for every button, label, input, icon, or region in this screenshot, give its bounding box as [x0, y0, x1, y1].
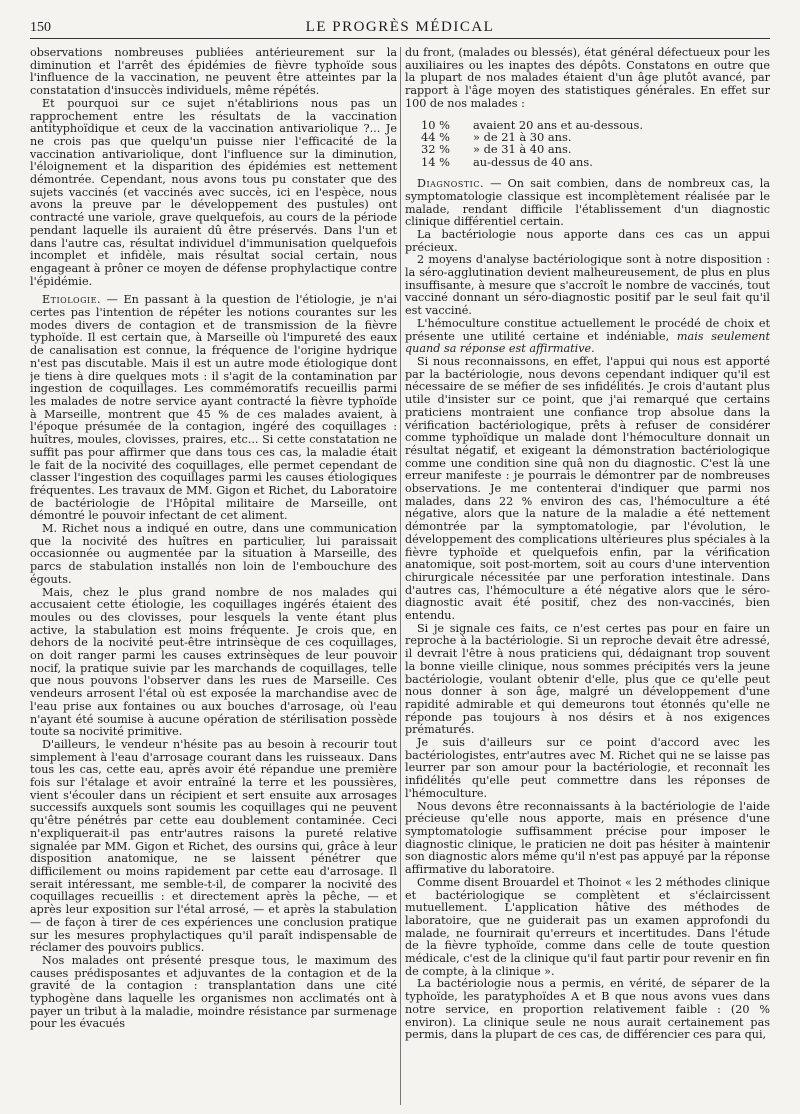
stat-text: » de 21 à 30 ans. [473, 129, 572, 144]
stat-text: » de 31 à 40 ans. [473, 142, 572, 157]
paragraph: Et pourquoi sur ce sujet n'établirions nous pas un rapprochement entre les résultats de la vaccination antityphoïdique et ceux de la vaccination antivariolique ?... Je ne crois pas que quelqu'un puisse nier l'efficacité de la vaccination antivariolique, dont l'influence sur la diminution, l'éloignement et la disparition des épidémies est nettement démontrée. Cependant, nous avons tous pu constater que des sujets vaccinés (et vaccinés avec succès, ici en l'espèce, nous avons la preuve par le développement des pustules) ont contracté une variole, grave quelquefois, au cours de la période pendant laquelle ils auraient dû être préservés. Dans l'un et dans l'autre cas, résultat individuel d'immunisation quelquefois incomplet et infidèle, mais résultat social certain, nous engageant à prôner ce moyen de défense prophylactique contre l'épidémie. [30, 96, 397, 288]
section-heading-diagnostic: Diagnostic. [417, 177, 485, 191]
stat-percent: 44 % [421, 129, 450, 144]
paragraph-etiology [30, 294, 397, 523]
paragraph-text: — On sait combien, dans de nombreux cas, la symptomatologie classique est incomplètement réalisée par le malade, rendant difficile l'établissement d'un diagnostic clinique différentiel certain. [405, 177, 770, 229]
paragraph: observations nombreuses publiées antérieurement sur la diminution et l'arrêt des épidémies de fièvre typhoïde sous l'influence de la vaccination, ne peuvent être atteintes par la constatation d'insuccès individuels, même répétés. [30, 47, 397, 98]
stat-row [421, 143, 770, 155]
left-column [30, 47, 397, 1107]
age-statistics [421, 119, 770, 169]
stat-text: avaient 20 ans et au-dessous. [473, 117, 643, 132]
paragraph: D'ailleurs, le vendeur n'hésite pas au besoin à recourir tout simplement à l'eau d'arrosage courant dans les ruisseaux. Dans tous les cas, cette eau, après avoir été répandue une première fois sur l'étalage et avoir entraîné la terre et les poussières, vient s'écouler dans un récipient et sert ensuite aux arrosages successifs auxquels sont soumis les coquillages qui ne peuvent qu'être pénétrés par cette eau doublement contaminée. Ceci n'expliquerait-il pas entr'autres raisons la pureté relative signalée par MM. Gigon et Richet, des oursins qui, grâce à leur disposition anatomique, ne se laissent pénétrer que difficilement ou moins rapidement par cette eau d'arrosage. Il serait intéressant, me semble-t-il, de comparer la nocivité des coquillages recueillis : et directement après la pêche, — et après leur exposition sur l'étal arrosé, — et après la stabulation — de façon à tirer de ces expériences une conclusion pratique sur les mesures prophylactiques qu'il paraît indispensable de réclamer des pouvoirs publics. [30, 737, 397, 955]
column-divider [400, 47, 401, 1105]
stat-row [421, 156, 770, 168]
page-header [30, 18, 770, 39]
paragraph: La bactériologie nous a permis, en vérité, de séparer de la typhoïde, les paratyphoïdes A et B que nous avons vues dans notre service, en proportion relativement faible : (20 % environ). La clinique seule ne nous aurait certainement pas permis, dans la plupart de ces cas, de différencier ces para qui, [405, 977, 770, 1042]
page-number: 150 [30, 20, 51, 35]
stat-percent: 10 % [421, 117, 450, 132]
paragraph-text: L'hémoculture constitue actuellement le procédé de choix et présente une utilité certaine et indéniable, [405, 316, 770, 343]
paragraph: du front, (malades ou blessés), état général défectueux pour les auxiliaires ou les inaptes des dépôts. Constatons en outre que la plupart de nos malades étaient d'un âge plutôt avancé, par rapport à l'âge moyen des statistiques générales. En effet sur 100 de nos malades : [405, 47, 770, 110]
section-heading-etiology: Etiologie. [42, 293, 102, 307]
paragraph: 2 moyens d'analyse bactériologique sont à notre disposition : la séro-agglutination devient malheureusement, de plus en plus insuffisante, à mesure que s'accroît le nombre de vaccinés, tout vacciné donnant un séro-diagnostic positif par le seul fait qu'il est vacciné. [405, 253, 770, 318]
paragraph: Mais, chez le plus grand nombre de nos malades qui accusaient cette étiologie, les coquillages ingérés étaient des moules ou des clovisses, pour lesquels la vente étant plus active, la stabulation est moins fréquente. Je crois que, en dehors de la nocivité peut-être intrinsèque de ces coquillages, on doit ranger parmi les causes extrinsèques de leur pouvoir nocif, la pratique suivie par les marchands de coquillages, telle que nous pouvons l'observer dans les rues de Marseille. Ces vendeurs arrosent l'étal où est exposée la marchandise avec de l'eau prise aux fontaines ou aux bouches d'arrosage, où l'eau n'ayant été soumise à aucune opération de stérilisation possède toute sa nocivité primitive. [30, 585, 397, 739]
paragraph: Nous devons être reconnaissants à la bactériologie de l'aide précieuse qu'elle nous apporte, mais en présence d'une symptomatologie suffisamment précise pour imposer le diagnostic clinique, le praticien ne doit pas hésiter à maintenir son diagnostic alors même qu'il n'est pas appuyé par la réponse affirmative du laboratoire. [405, 799, 770, 877]
paragraph-text: — En passant à la question de l'étiologie, je n'ai certes pas l'intention de répéter les notions courantes sur les modes divers de contagion et de transmission de la fièvre typhoïde. Il est certain que, à Marseille où l'impureté des eaux de canalisation est connue, la fréquence de l'origine hydrique n'est pas discutable. Mais il est un autre mode étiologique dont je tiens à dire quelques mots : il s'agit de la contamination par ingestion de coquillages. Les commémoratifs recueillis parmi les malades de notre service ayant contracté la fièvre typhoïde à Marseille, montrent que 45 % de ces malades avaient, à l'époque présumée de la contagion, ingéré des coquillages : huîtres, moules, clovisses, praires, etc... Si cette constatation ne suffit pas pour affirmer que dans tous ces cas, la maladie était le fait de la nocivité des coquillages, elle permet cependant de classer l'ingestion des coquillages parmi les causes étiologiques fréquentes. Les travaux de MM. Gigon et Richet, du Laboratoire de bactériologie de l'Hôpital militaire de Marseille, ont démontré le pouvoir infectant de cet aliment. [30, 293, 397, 523]
right-column [405, 47, 770, 1107]
paragraph: Si nous reconnaissons, en effet, l'appui qui nous est apporté par la bactériologie, nous devons cependant indiquer qu'il est nécessaire de se méfier de ses infidélités. Je crois d'autant plus utile d'insister sur ce point, que j'ai remarqué que certains praticiens montraient une confiance trop absolue dans la vérification bactériologique, prêts à refuser de considérer comme typhoïdique un malade dont l'hémoculture donnait un résultat négatif, et exigeant la démonstration bactériologique comme une condition sine quâ non du diagnostic. C'est là une erreur manifeste : je pourrais le démontrer par de nombreuses observations. Je me contenterai d'indiquer que parmi nos malades, dans 22 % environ des cas, l'hémoculture a été négative, alors que la nature de la maladie a été nettement démontrée par la symptomatologie, par l'évolution, le développement des complications ultérieures plus spéciales à la fièvre typhoïde et quelquefois enfin, par la vérification anatomique, soit post-mortem, soit au cours d'une intervention chirurgicale nécessitée par une perforation intestinale. Dans d'autres cas, l'hémoculture a été négative alors que le séro-diagnostic avait été positif, chez des non-vaccinés, bien entendu. [405, 354, 770, 623]
stat-percent: 14 % [421, 154, 450, 169]
paragraph-diagnostic [405, 178, 770, 229]
paragraph: Si je signale ces faits, ce n'est certes pas pour en faire un reproche à la bactériologie. Si un reproche devait être adressé, il devrait l'être à nous praticiens qui, dédaignant trop souvent la bonne vieille clinique, nous sommes précipités vers la jeune bactériologie, voulant obtenir d'elle, plus que ce qu'elle peut nous donner à son âge, malgré un développement d'une rapidité admirable et qui demeurons tout étonnés qu'elle ne réponde pas toujours à nos désirs et à nos exigences prématurés. [405, 621, 770, 737]
emphasized-text: mais seulement quand sa réponse est affirmative. [405, 329, 770, 356]
paragraph: La bactériologie nous apporte dans ces cas un appui précieux. [405, 227, 770, 254]
paragraph: Nos malades ont présenté presque tous, le maximum des causes prédisposantes et adjuvantes de la contagion et de la gravité de la contagion : transplantation dans une cité typhogène dans laquelle les organismes non acclimatés ont à payer un tribut à la maladie, moindre résistance par surmenage pour les évacués [30, 953, 397, 1031]
journal-title: LE PROGRÈS MÉDICAL [305, 19, 495, 35]
paragraph: Je suis d'ailleurs sur ce point d'accord avec les bactériologistes, entr'autres avec M. Richet qui ne se laisse pas leurrer par son amour pour la bactériologie, et reconnaît les infidélités qu'elle peut commettre dans les réponses de l'hémoculture. [405, 736, 770, 800]
paragraph: M. Richet nous a indiqué en outre, dans une communication que la nocivité des huîtres en particulier, lui paraissait occasionnée ou augmentée par la situation à Marseille, des parcs de stabulation installés non loin de l'embouchure des égouts. [30, 522, 397, 586]
paragraph [405, 318, 770, 356]
paragraph: Comme disent Brouardel et Thoinot « les 2 méthodes clinique et bactériologique se complètent et s'éclaircissent mutuellement. L'application hâtive des méthodes de laboratoire, que ne guiderait pas un examen approfondi du malade, ne fournirait qu'erreurs et incertitudes. Dans l'étude de la fièvre typhoïde, comme dans celle de toute question médicale, c'est de la clinique qu'il faut partir pour revenir en fin de compte, à la clinique ». [405, 875, 770, 978]
stat-text: au-dessus de 40 ans. [473, 154, 593, 169]
stat-percent: 32 % [421, 142, 450, 157]
